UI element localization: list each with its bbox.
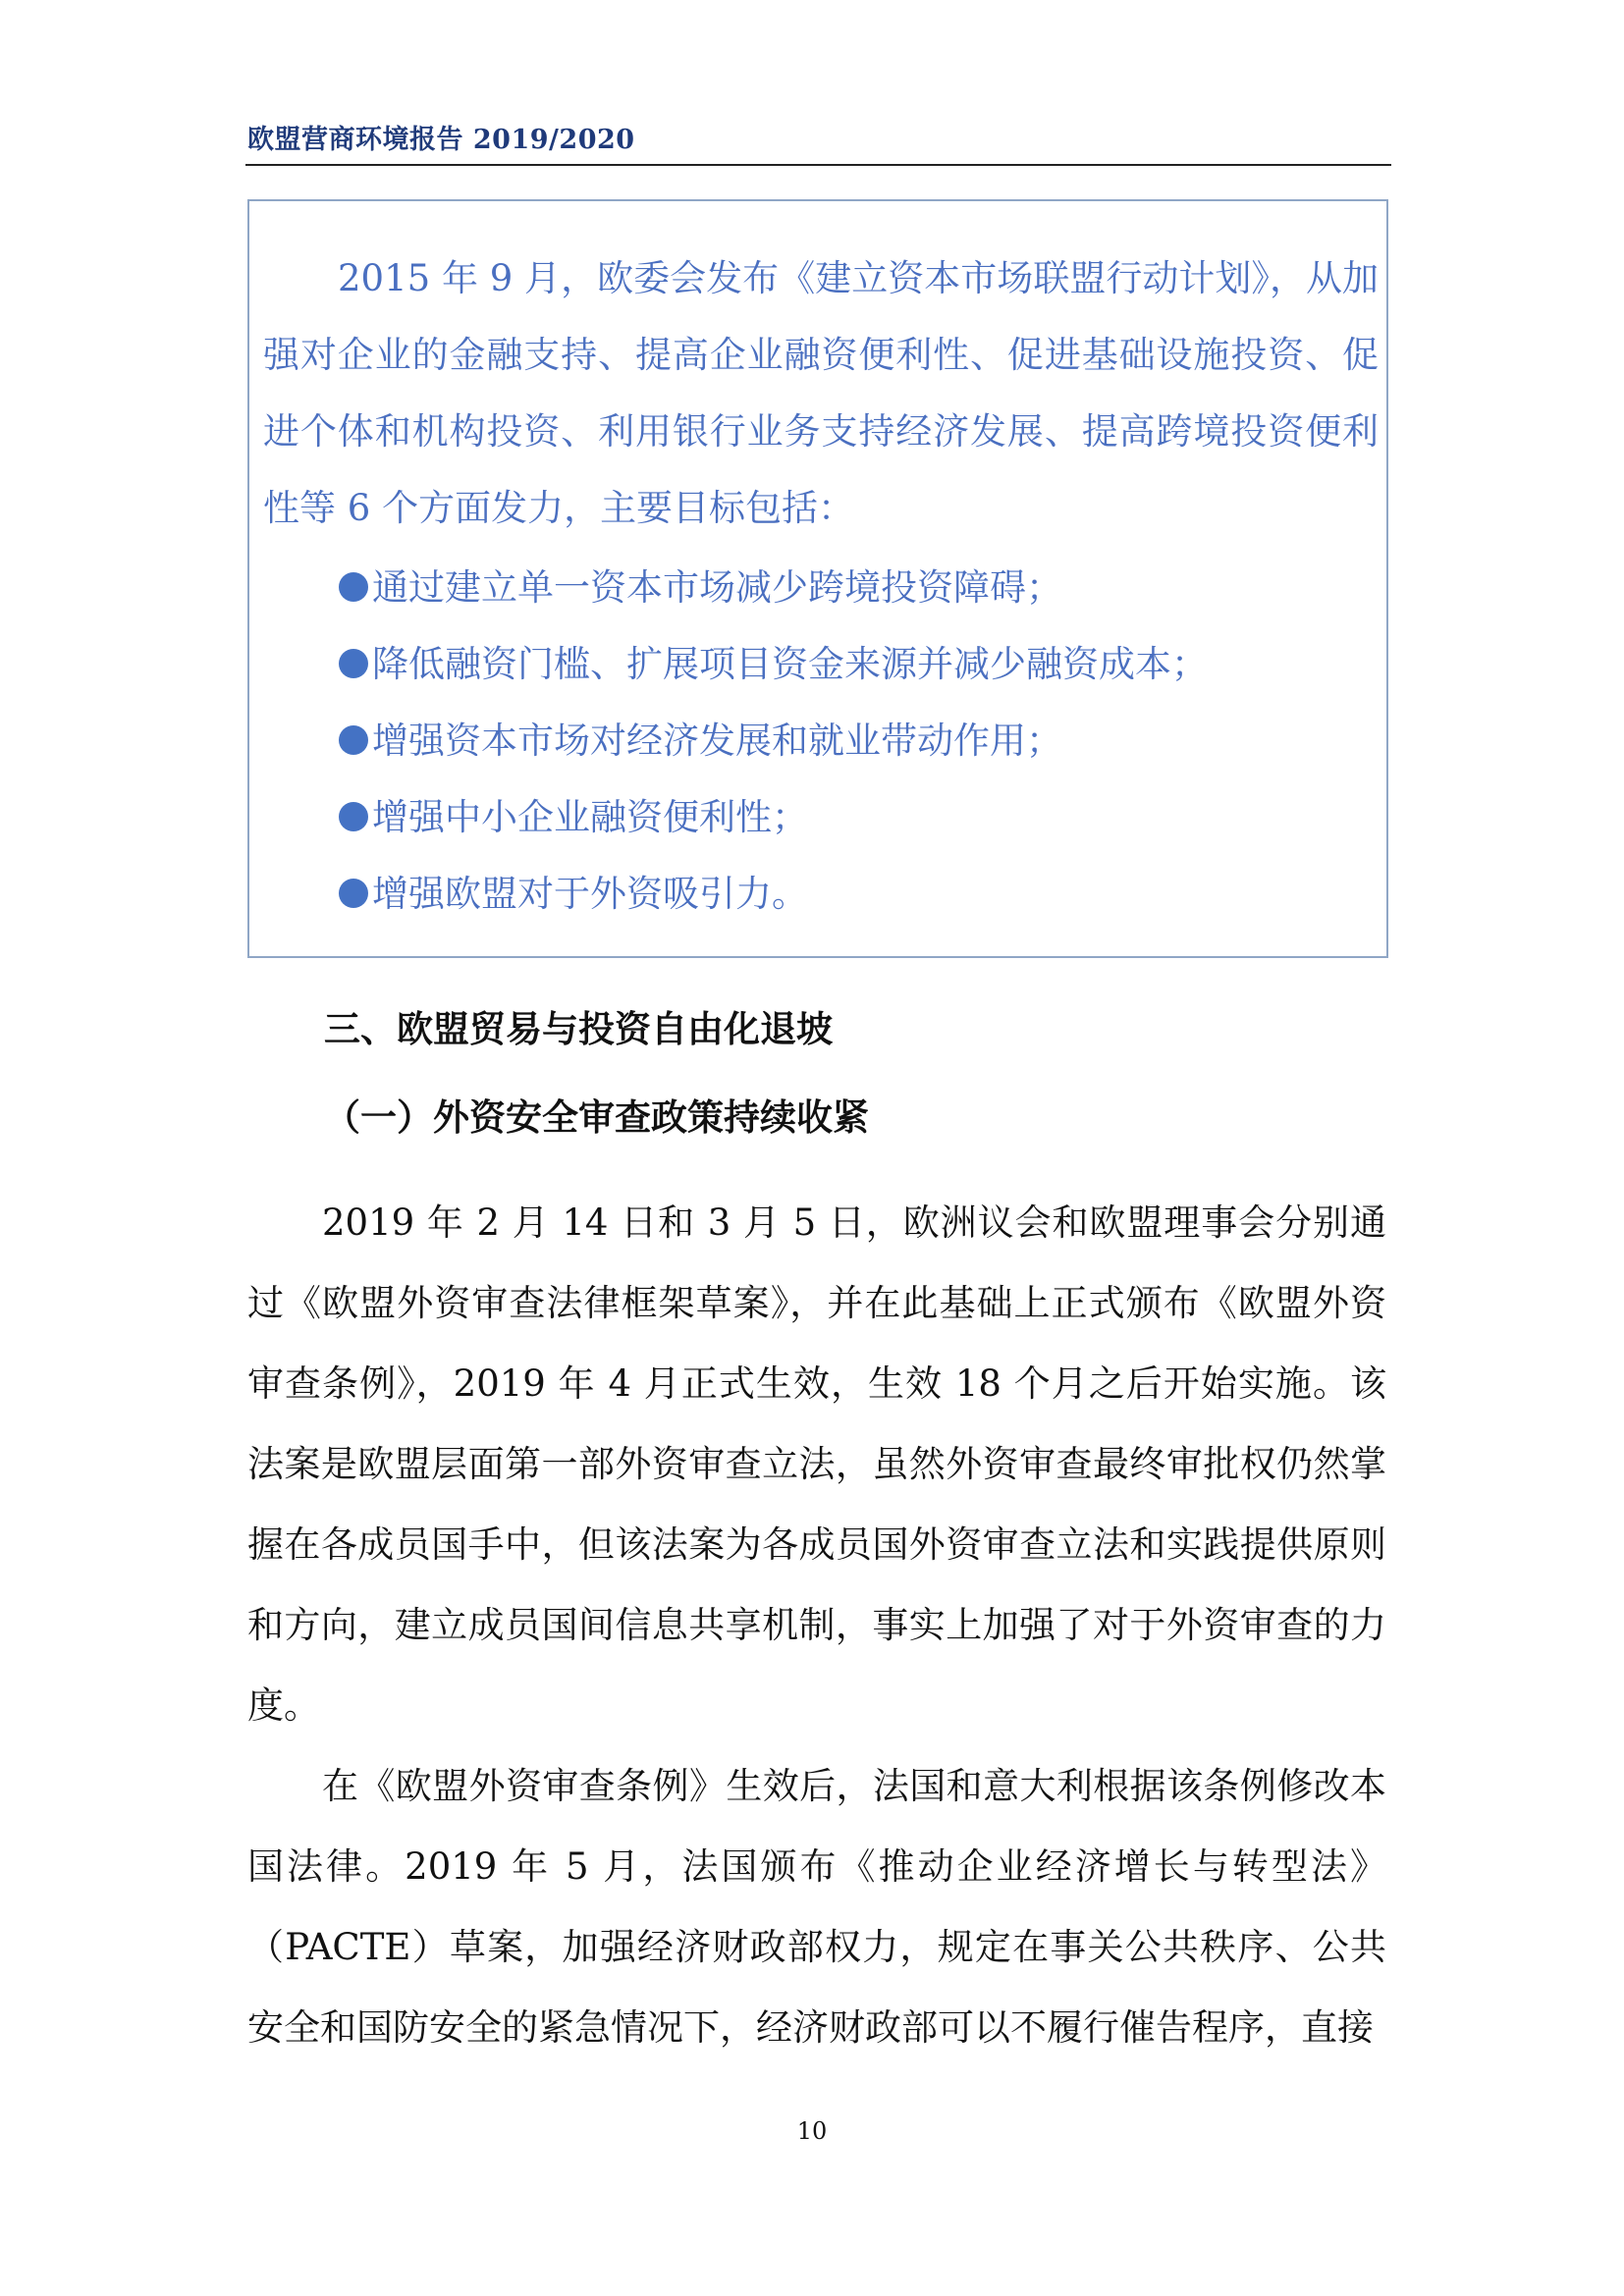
- running-header-title: 欧盟营商环境报告 2019/2020: [247, 125, 635, 155]
- callout-bullet-text: 增强中小企业融资便利性；: [372, 796, 808, 838]
- bullet-dot-icon: [339, 649, 368, 678]
- callout-bullet-text: 通过建立单一资本市场减少跨境投资障碍；: [372, 566, 1062, 609]
- callout-bullet-list: [339, 550, 1208, 933]
- bullet-dot-icon: [339, 572, 368, 602]
- callout-bullet-item: [339, 856, 1208, 933]
- callout-bullet-item: [339, 703, 1208, 779]
- section-heading: 三、欧盟贸易与投资自由化退坡: [324, 1008, 833, 1050]
- body-paragraph: 在《欧盟外资审查条例》生效后，法国和意大利根据该条例修改本国法律。2019 年 5 月，法国颁布《推动企业经济增长与转型法》（PACTE）草案，加强经济财政部权力，规定在事关公共秩序、公共安全和国防安全的紧急情况下，经济财政部可以不履行催告程序，直接: [247, 1765, 1386, 2049]
- callout-bullet-item: [339, 550, 1208, 626]
- bullet-dot-icon: [339, 879, 368, 908]
- bullet-dot-icon: [339, 725, 368, 755]
- header-rule: [245, 164, 1391, 166]
- body-paragraph: 2019 年 2 月 14 日和 3 月 5 日，欧洲议会和欧盟理事会分别通过《欧盟外资审查法律框架草案》，并在此基础上正式颁布《欧盟外资审查条例》，2019 年 4 月正式生效，生效 18 个月之后开始实施。该法案是欧盟层面第一部外资审查立法，虽然外资审查最终审批权仍然掌握在各成员国手中，但该法案为各成员国外资审查立法和实践提供原则和方向，建立成员国间信息共享机制，事实上加强了对于外资审查的力度。: [247, 1201, 1386, 1727]
- subsection-heading: （一）外资安全审查政策持续收紧: [324, 1096, 869, 1139]
- callout-intro-text: 2015 年 9 月，欧委会发布《建立资本市场联盟行动计划》，从加强对企业的金融支持、提高企业融资便利性、促进基础设施投资、促进个体和机构投资、利用银行业务支持经济发展、提高跨境投资便利性等 6 个方面发力，主要目标包括：: [263, 257, 1379, 529]
- page-number: 10: [796, 2117, 828, 2145]
- callout-bullet-text: 降低融资门槛、扩展项目资金来源并减少融资成本；: [372, 643, 1208, 685]
- callout-bullet-text: 增强欧盟对于外资吸引力。: [372, 873, 808, 915]
- callout-bullet-item: [339, 779, 1208, 856]
- bullet-dot-icon: [339, 802, 368, 831]
- callout-bullet-item: [339, 626, 1208, 703]
- callout-bullet-text: 增强资本市场对经济发展和就业带动作用；: [372, 720, 1062, 762]
